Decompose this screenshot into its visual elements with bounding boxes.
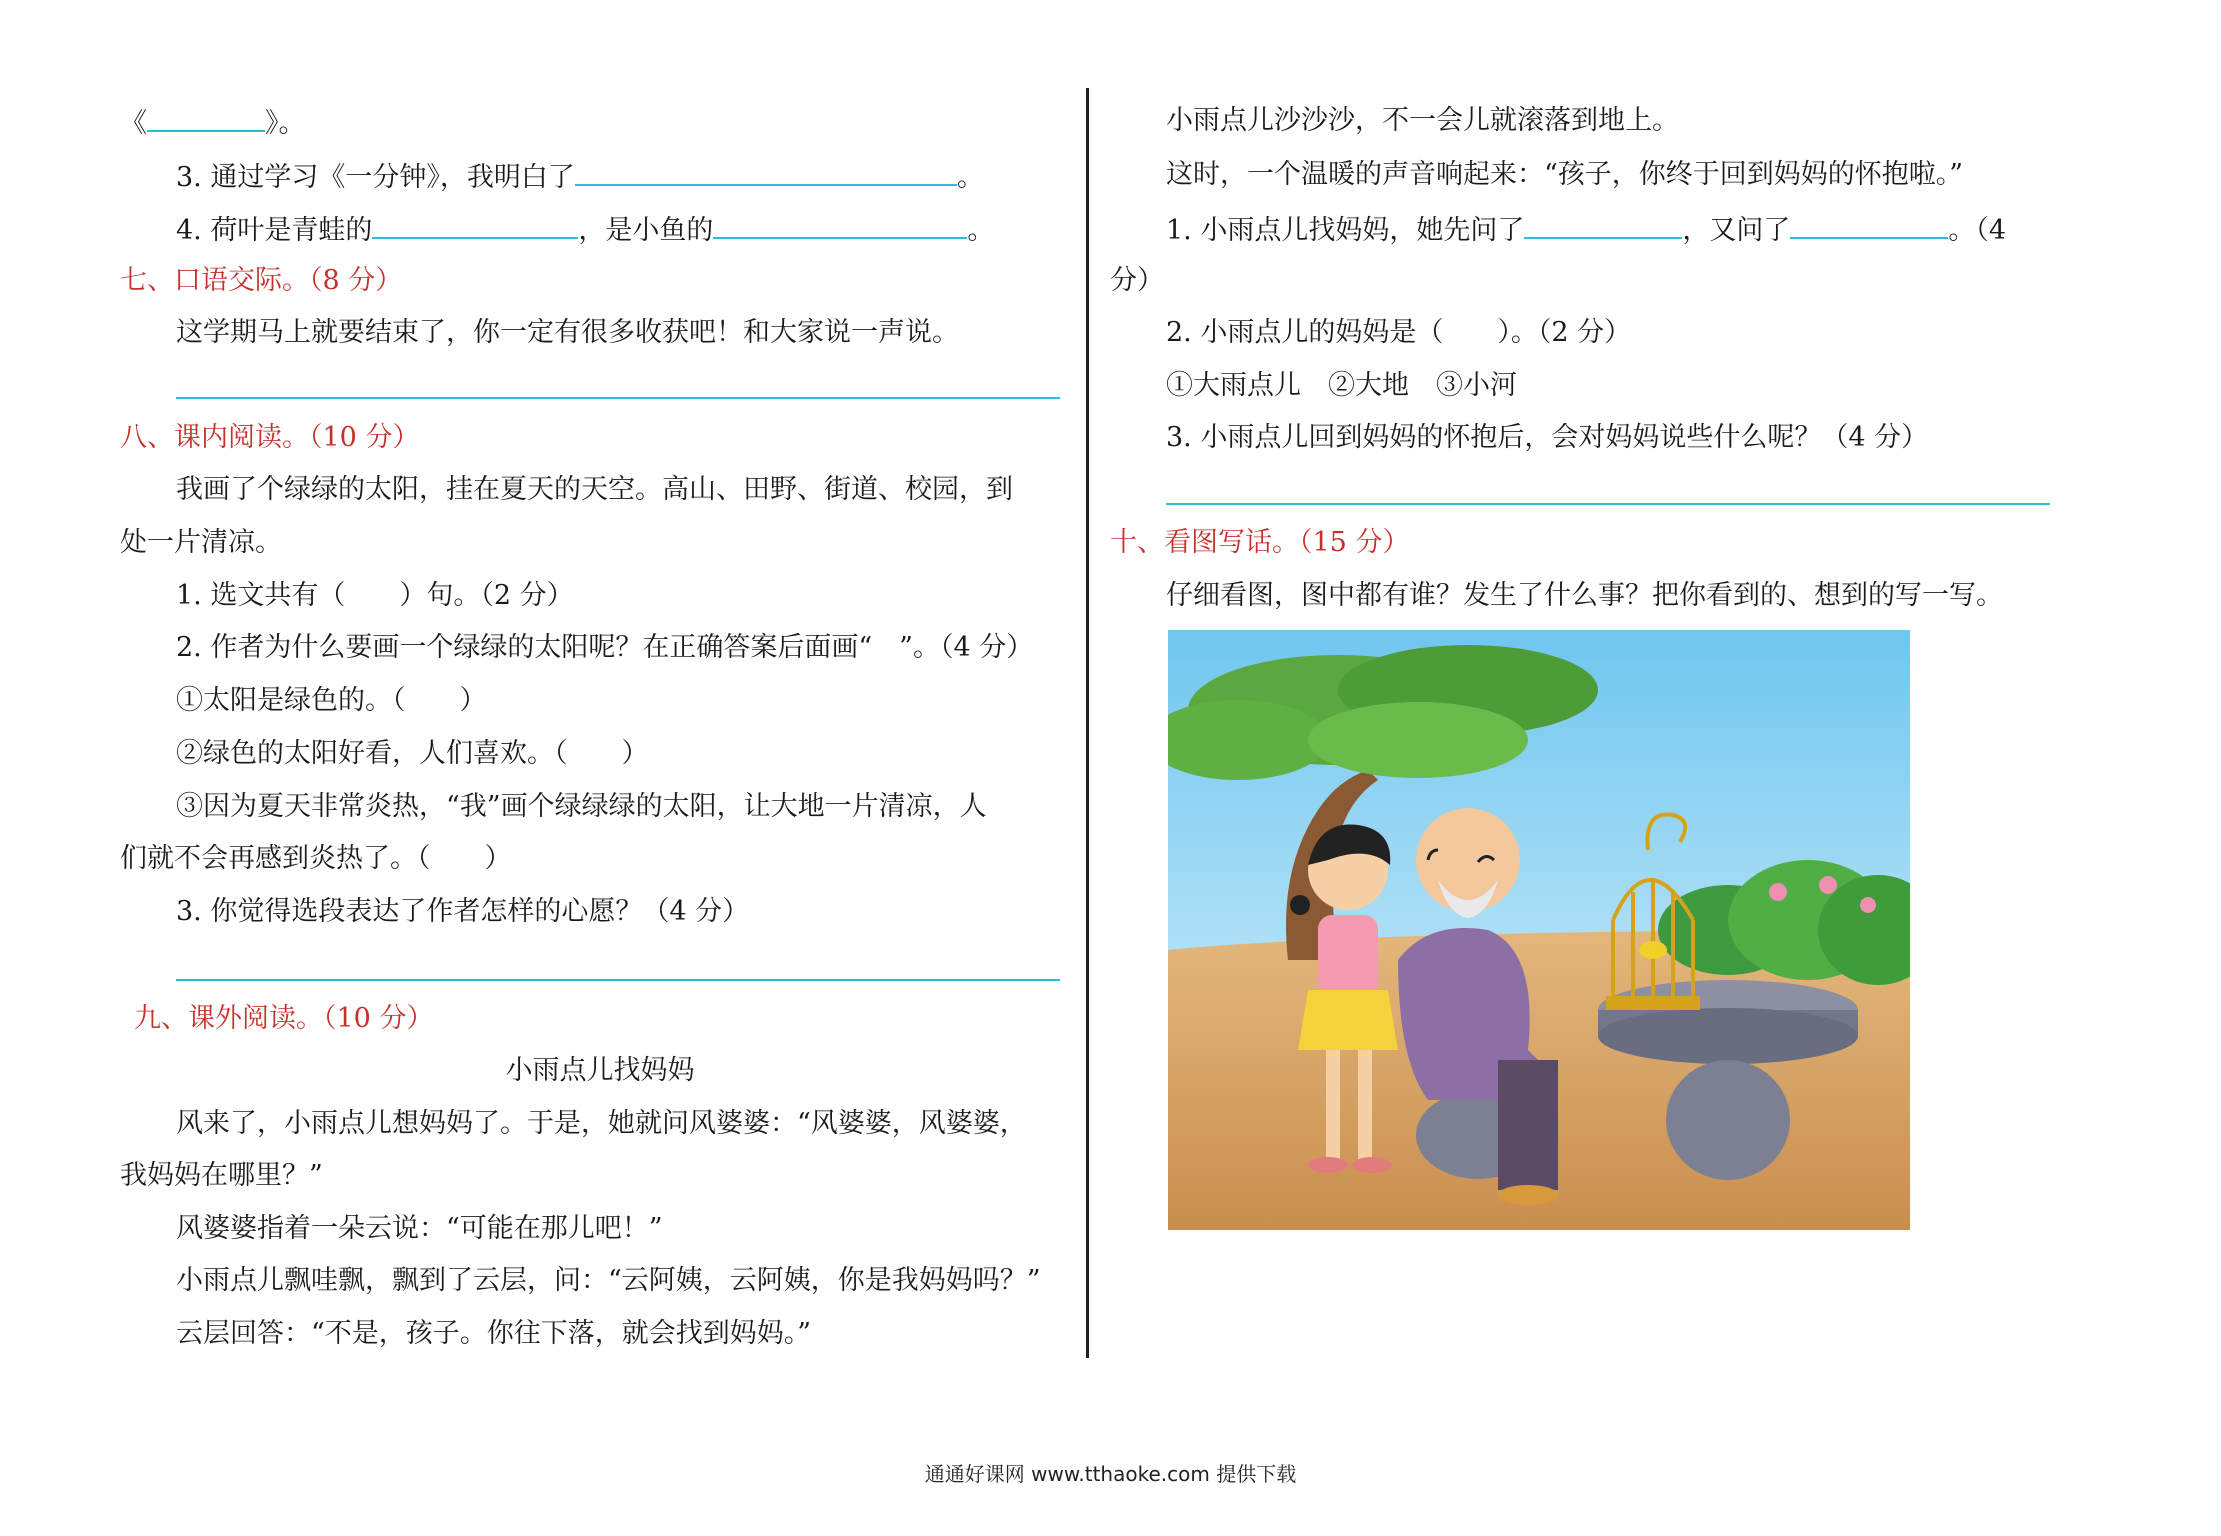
option-3: ③因为夏天非常炎热，“我”画个绿绿绿的太阳，让大地一片清凉，人 [176,791,987,822]
option-3-cont: 们就不会再感到炎热了。（ ） [120,843,512,874]
answer-blank[interactable] [147,102,265,132]
answer-line[interactable] [1166,503,2050,505]
passage-line: 云层回答：“不是，孩子。你往下落，就会找到妈妈。” [176,1318,812,1349]
passage-line: 小雨点儿飘哇飘，飘到了云层，问：“云阿姨，云阿姨，你是我妈妈吗？” [176,1265,1041,1296]
question-9-3: 3. 小雨点儿回到妈妈的怀抱后，会对妈妈说些什么呢？（4 分） [1166,422,1929,453]
answer-blank[interactable] [1524,209,1682,239]
passage-line: 风来了，小雨点儿想妈妈了。于是，她就问风婆婆：“风婆婆，风婆婆， [176,1108,1027,1139]
column-divider [1086,88,1089,1358]
answer-line[interactable] [176,397,1060,399]
passage-line: 小雨点儿沙沙沙，不一会儿就滚落到地上。 [1166,105,1679,136]
question-8-3: 3. 你觉得选段表达了作者怎样的心愿？（4 分） [176,896,750,927]
question-9-1-cont: 分） [1110,265,1164,296]
passage-line: 风婆婆指着一朵云说：“可能在那儿吧！” [176,1213,663,1244]
section-10-heading: 十、看图写话。（15 分） [1110,527,1410,558]
footer-credit: 通通好课网 www.tthaoke.com 提供下载 [924,1462,1297,1486]
section-9-heading: 九、课外阅读。（10 分） [134,1003,434,1034]
passage-title: 小雨点儿找妈妈 [505,1055,695,1086]
section-7-prompt: 这学期马上就要结束了，你一定有很多收获吧！和大家说一声说。 [176,317,959,348]
question-8-1: 1. 选文共有（ ）句。（2 分） [176,580,574,611]
answer-blank[interactable] [1790,209,1948,239]
section-8-heading: 八、课内阅读。（10 分） [120,422,420,453]
question-9-2: 2. 小雨点儿的妈妈是（ ）。（2 分） [1166,317,1632,348]
question-8-2: 2. 作者为什么要画一个绿绿的太阳呢？在正确答案后面画“ ”。（4 分） [176,632,1034,663]
answer-blank[interactable] [575,156,957,186]
section-10-prompt: 仔细看图，图中都有谁？发生了什么事？把你看到的、想到的写一写。 [1166,580,2003,611]
q6-tail [120,102,306,143]
bird [1639,941,1667,959]
passage-line: 我妈妈在哪里？” [120,1160,323,1191]
question-9-2-options: ①大雨点儿 ②大地 ③小河 [1166,370,1517,401]
question-6-4: 4. 荷叶是青蛙的 ，是小鱼的 。 [176,209,994,250]
section-7-heading: 七、口语交际。（8 分） [120,265,403,296]
bracket-close: 》。 [265,108,306,139]
answer-line[interactable] [176,979,1060,981]
option-1: ①太阳是绿色的。（ ） [176,685,487,716]
answer-blank[interactable] [713,209,967,239]
passage-line: 我画了个绿绿的太阳，挂在夏天的天空。高山、田野、街道、校园，到 [176,474,1013,505]
girl-and-grandpa-with-birdcage-illustration [1168,630,1910,1230]
passage-line: 处一片清凉。 [120,527,282,558]
answer-blank[interactable] [372,209,578,239]
passage-line: 这时，一个温暖的声音响起来：“孩子，你终于回到妈妈的怀抱啦。” [1166,159,1964,190]
bracket-open: 《 [120,108,147,139]
option-2: ②绿色的太阳好看，人们喜欢。（ ） [176,738,649,769]
question-6-3: 3. 通过学习《一分钟》，我明白了 。 [176,156,984,197]
question-9-1: 1. 小雨点儿找妈妈，她先问了 ，又问了 。（4 [1166,209,2006,250]
